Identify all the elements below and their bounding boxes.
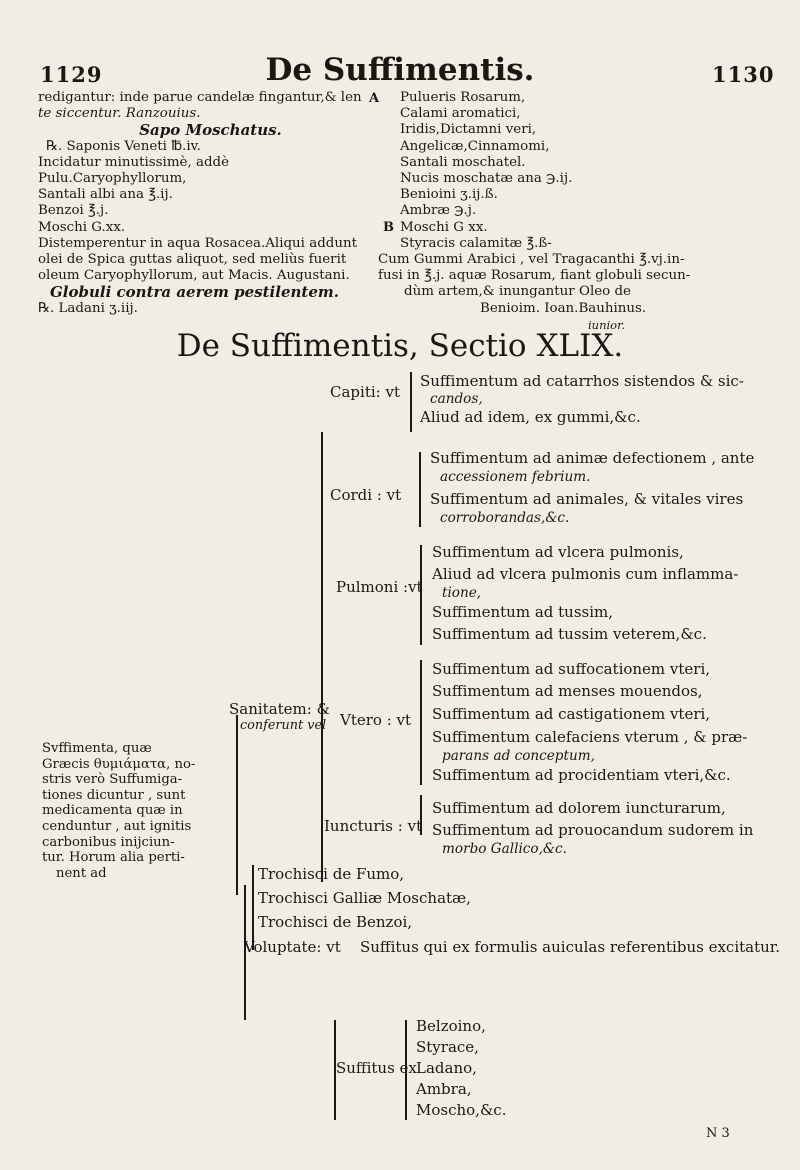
text-line: Nucis moschatæ ana ℈.ij. [400,171,573,187]
leaf: Suffimentum ad dolorem iuncturarum, [432,799,726,817]
right-column [378,90,762,333]
leaf: Trochisci de Benzoi, [258,913,413,931]
page-number-right: 1130 [712,62,775,87]
sanitatem-bracket [321,432,323,882]
text-line: nent ad [56,865,107,881]
leaf: Aliud ad idem, ex gummi,&c. [420,408,641,426]
leaf: Suffimentum ad menses mouendos, [432,682,703,700]
text-line: Svffimenta, quæ [42,741,152,756]
leaf: Suffimentum ad prouocandum sudorem in [432,821,754,839]
leaf: Trochisci de Fumo, [258,865,405,883]
leaf: Suffimentum ad castigationem vteri, [432,705,711,723]
text-line: Benioini ʒ.ij.ß. [400,187,498,203]
signature-mark: N 3 [706,1126,730,1141]
text-line: Santali moschatel. [400,154,526,170]
text-line: Incidatur minutissimè, addè [38,154,230,170]
text-line: Pulu.Caryophyllorum, [38,171,187,187]
leaf: candos, [430,391,483,407]
text-line: olei de Spica guttas aliquot, sed meliùs fuerit [38,252,347,268]
text-line: Græcis θυμιάματα, no- [42,756,196,772]
text-line: Iridis,Dictamni veri, [400,122,537,138]
page-number-left: 1129 [40,62,103,87]
text-line: tiones dicuntur , sunt [42,787,186,803]
leaf: Suffimentum ad vlcera pulmonis, [432,543,684,561]
branch-cordi: Cordi : vt [330,486,402,504]
margin-marker-b: B [383,220,394,235]
text-line: Moschi G xx. [400,219,488,235]
text-line: Styracis calamitæ ℥.ß- [400,235,552,251]
leaf: Suffimentum ad animales, & vitales vires [430,490,744,508]
running-title: De Suffimentis. [265,52,535,88]
section-title: De Suffimentis, Sectio XLIX. [176,328,624,364]
leaf: parans ad conceptum, [442,748,595,764]
text-line: carbonibus inijciun- [42,834,175,850]
leaf: Moscho,&c. [416,1101,507,1119]
leaf: Ladano, [416,1059,477,1077]
branch-pulmoni: Pulmoni :vt [336,578,423,596]
branch-iuncturis: Iuncturis : vt [324,817,423,835]
text-line: ℞. Ladani ʒ.iij. [38,300,138,316]
text-line: redigantur: inde parue candelæ fingantur,& len [38,90,362,105]
margin-marker-a: A [369,91,380,106]
text-line: Moschi G.xx. [38,219,126,235]
leaf: accessionem febrium. [440,469,591,485]
text-line: Calami aromatici, [400,106,521,122]
recipe-heading: Globuli contra aerem pestilentem. [50,283,339,302]
text-line: iunior. [588,317,625,332]
text-line: cenduntur , aut ignitis [42,818,192,834]
leaf: Trochisci Galliæ Moschatæ, [258,889,471,907]
text-line: Ambræ ℈.j. [400,203,477,219]
leaf: Suffimentum ad tussim veterem,&c. [432,625,707,643]
left-column [38,90,383,317]
text-line: stris verò Suffumiga- [42,772,183,788]
text-line: Benzoi ℥.j. [38,203,109,219]
text-line: tur. Horum alia perti- [42,850,185,866]
vtero-bracket [420,660,422,785]
text-line: Benioim. Ioan.Bauhinus. [480,300,647,316]
text-line: dùm artem,& inungantur Oleo de [404,284,631,300]
leaf: Suffimentum ad catarrhos sistendos & sic- [420,372,744,390]
cordi-bracket [419,452,421,527]
recipe-heading: Sapo Moschatus. [139,121,282,140]
text-line: Cum Gummi Arabici , vel Tragacanthi ℥.vj.in- [378,252,685,268]
capiti-bracket [410,372,412,432]
leaf: Suffimentum ad tussim, [432,603,614,621]
leaf: Ambra, [416,1080,472,1098]
text-line: Distemperentur in aqua Rosacea.Aliqui addunt [38,235,357,251]
text-line: ℞. Saponis Veneti ℔.iv. [46,138,201,154]
text-line: oleum Caryophyllorum, aut Macis. Augustani. [38,268,350,284]
leaf: Suffitus qui ex formulis auiculas referentibus excitatur. [360,938,781,956]
leaf: Styrace, [416,1038,479,1056]
branch-suffitus: Suffitus ex [336,1059,417,1077]
branch-vtero: Vtero : vt [340,711,412,729]
leaf: tione, [442,585,482,601]
branch-voluptate: Voluptate: vt [244,938,341,956]
leaf: Suffimentum ad animæ defectionem , ante [430,449,755,467]
text-line: Pulueris Rosarum, [400,90,526,105]
leaf: Suffimentum calefaciens vterum , & præ- [432,728,748,746]
text-line: Angelicæ,Cinnamomi, [400,138,550,154]
text-line: te siccentur. Ranzouius. [38,106,201,122]
branch-sanitatem: Sanitatem: & [229,700,330,718]
text-line: fusi in ℥.j. aquæ Rosarum, fiant globuli secun- [378,268,691,284]
leaf: Belzoino, [416,1017,486,1035]
leaf: Suffimentum ad procidentiam vteri,&c. [432,766,731,784]
root-description [42,741,232,881]
text-line: Santali albi ana ℥.ij. [38,187,173,203]
branch-capiti: Capiti: vt [330,383,400,401]
leaf: Suffimentum ad suffocationem vteri, [432,660,711,678]
leaf: morbo Gallico,&c. [442,841,567,857]
text-line: medicamenta quæ in [42,803,183,819]
branch-sanitatem-sub: conferunt vel [240,718,327,733]
root-bracket [236,715,238,895]
leaf: corroborandas,&c. [440,510,570,526]
leaf: Aliud ad vlcera pulmonis cum inflamma- [432,565,739,583]
